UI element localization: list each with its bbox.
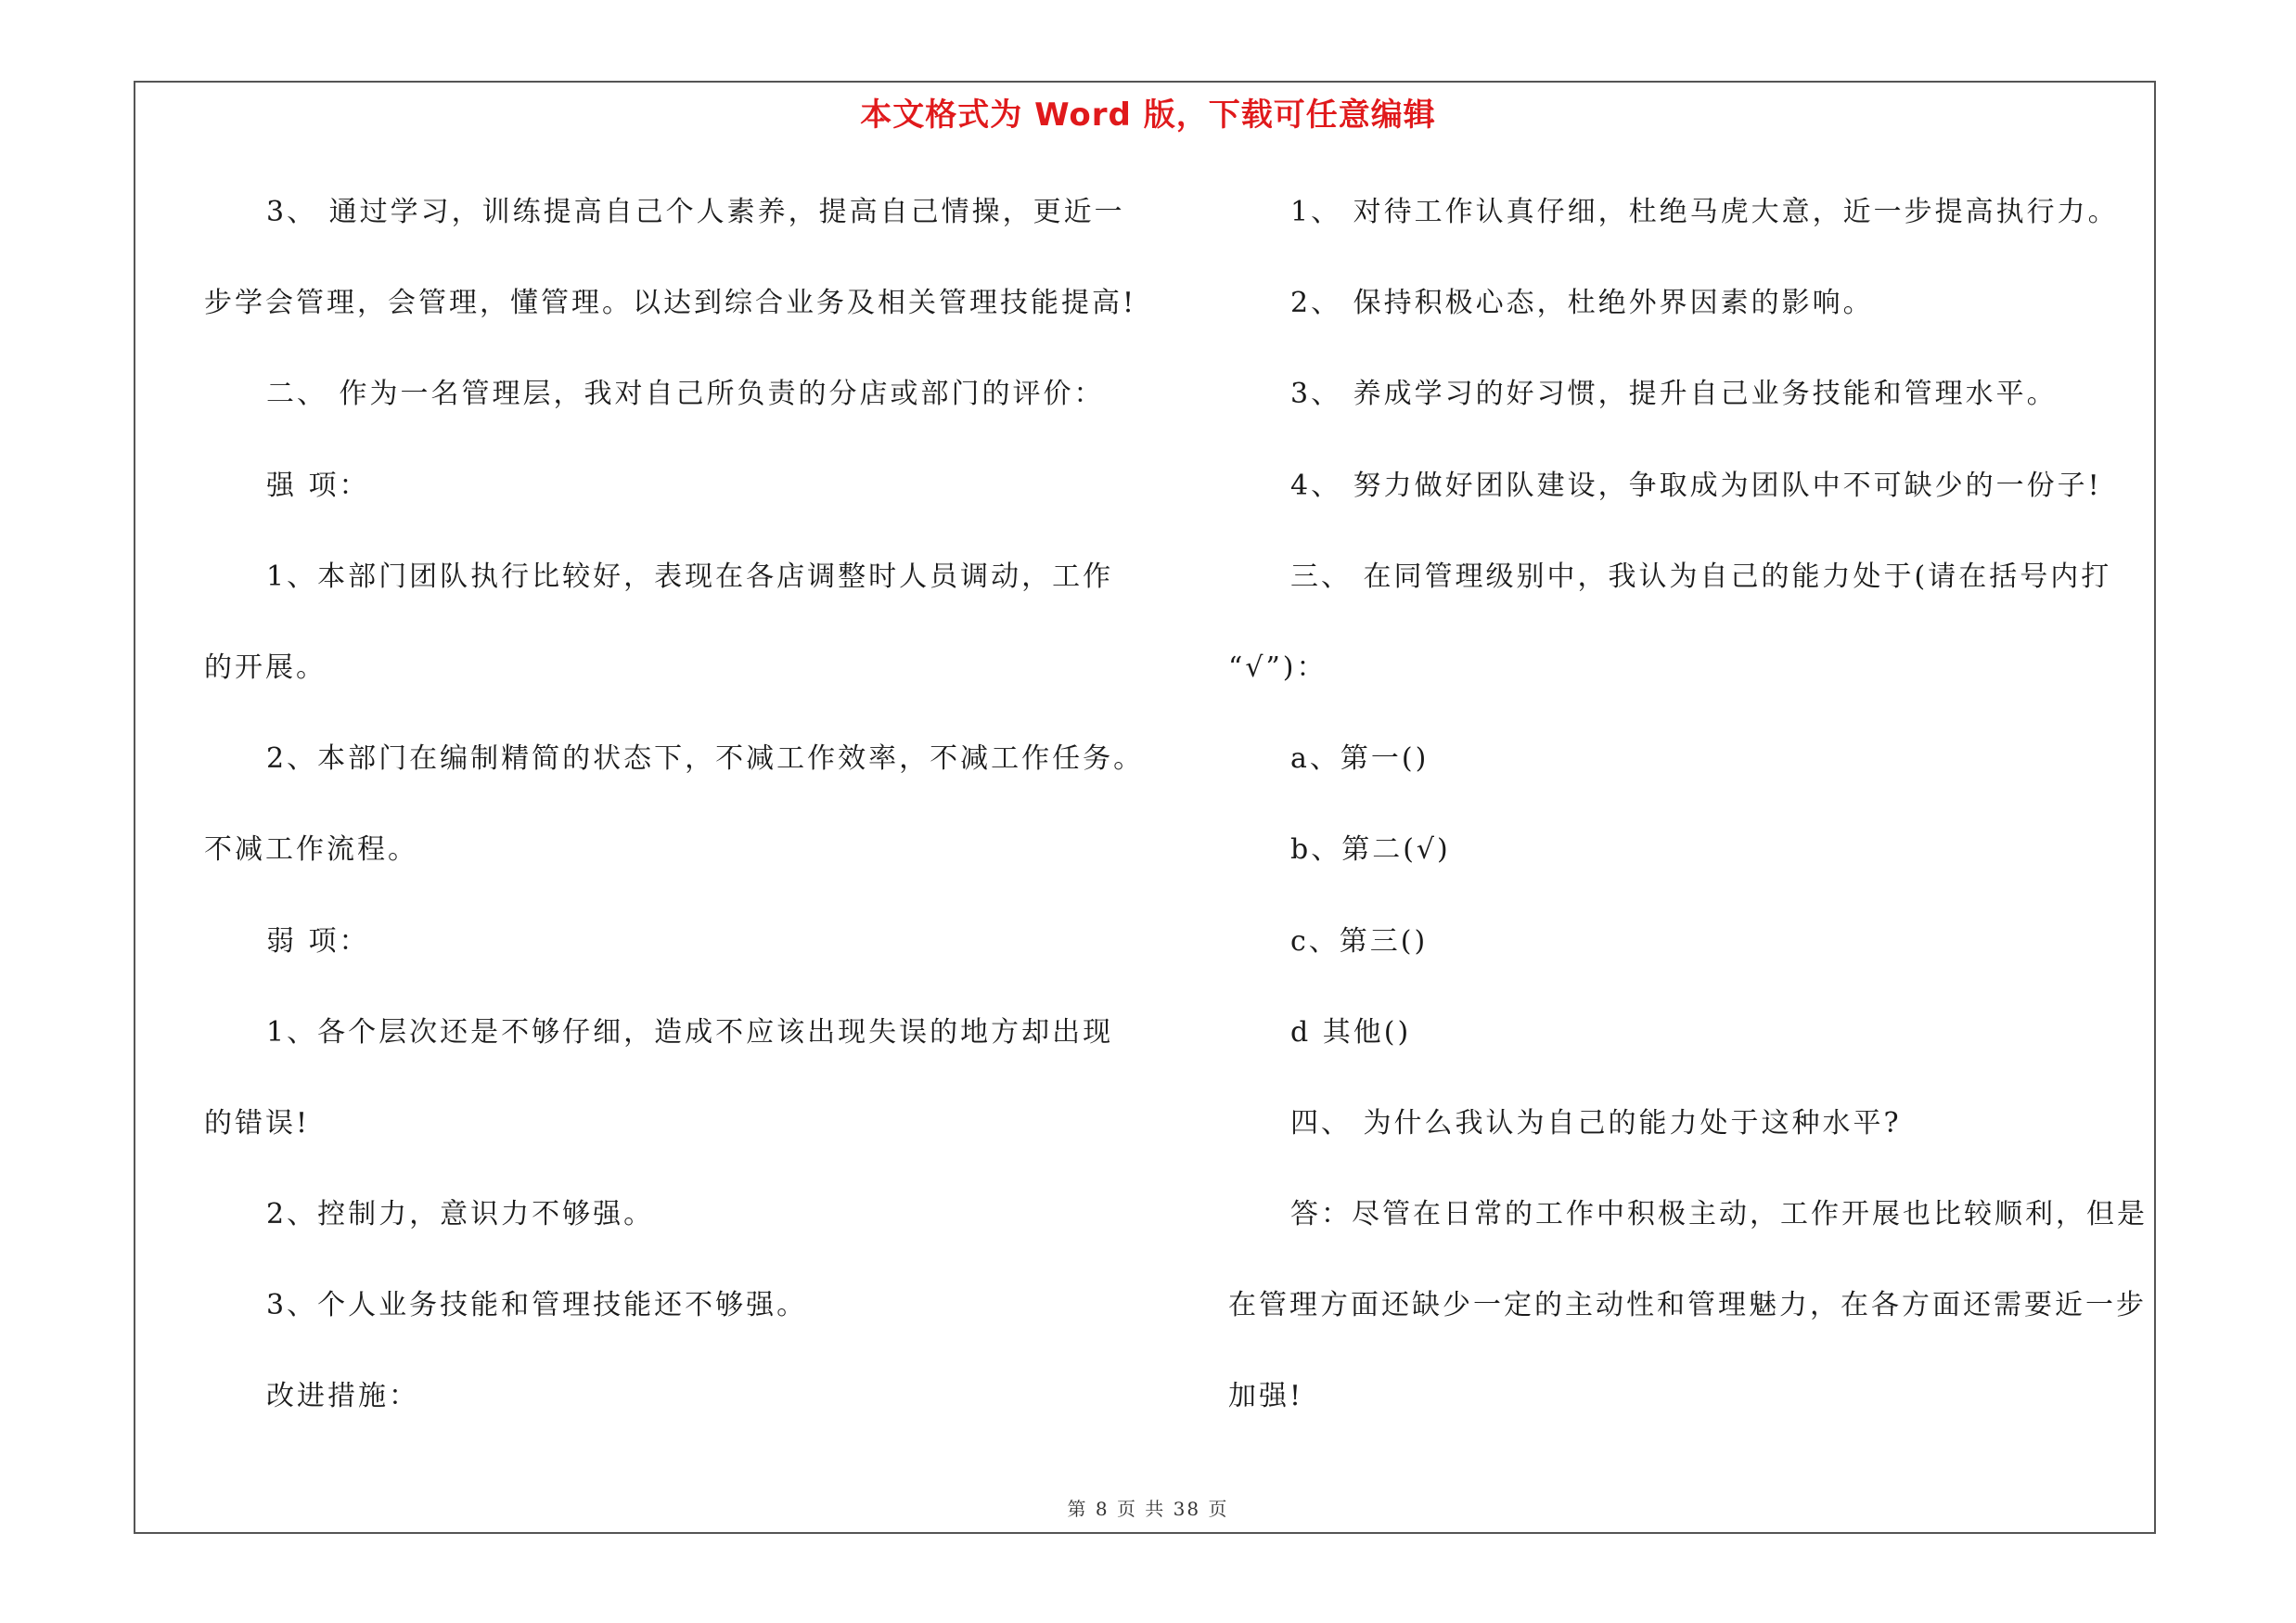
text-line: 的开展。 <box>204 650 327 684</box>
text-line: 改进措施： <box>266 1380 419 1413</box>
document-header-title: 本文格式为 Word 版，下载可任意编辑 <box>860 97 1436 134</box>
text-line: 的错误! <box>204 1106 311 1140</box>
text-line: 4、 努力做好团队建设，争取成为团队中不可缺少的一份子! <box>1290 469 2102 502</box>
text-line: 二、 作为一名管理层，我对自己所负责的分店或部门的评价： <box>266 378 1105 411</box>
page-number-footer: 第 8 页 共 38 页 <box>1067 1498 1229 1520</box>
text-line: 2、本部门在编制精简的状态下，不减工作效率，不减工作任务。 <box>266 742 1145 776</box>
text-line: d 其他() <box>1290 1015 1412 1049</box>
text-line: b、第二(√) <box>1290 833 1451 867</box>
text-line: 3、 通过学习，训练提高自己个人素养，提高自己情操，更近一 <box>266 196 1125 228</box>
text-line: “√”)： <box>1228 650 1328 684</box>
text-line: 在管理方面还缺少一定的主动性和管理魅力，在各方面还需要近一步 <box>1228 1289 2147 1322</box>
text-line: 四、 为什么我认为自己的能力处于这种水平? <box>1290 1106 1902 1140</box>
left-column <box>204 186 1145 1462</box>
text-line: 1、各个层次还是不够仔细，造成不应该出现失误的地方却出现 <box>266 1015 1114 1049</box>
text-line: 2、 保持积极心态，杜绝外界因素的影响。 <box>1290 287 1874 320</box>
right-column <box>1228 186 2156 1462</box>
text-line: 不减工作流程。 <box>204 833 418 867</box>
text-line: 1、 对待工作认真仔细，杜绝马虎大意，近一步提高执行力。 <box>1290 196 2119 228</box>
text-line: a、第一() <box>1290 742 1430 776</box>
text-line: 2、控制力，意识力不够强。 <box>266 1198 655 1231</box>
text-line: 步学会管理，会管理，懂管理。以达到综合业务及相关管理技能提高! <box>204 287 1137 320</box>
text-line: 强 项： <box>266 469 370 502</box>
text-line: 1、本部门团队执行比较好，表现在各店调整时人员调动，工作 <box>266 560 1114 593</box>
text-line: 3、 养成学习的好习惯，提升自己业务技能和管理水平。 <box>1290 378 2058 411</box>
text-line: c、第三() <box>1290 924 1429 958</box>
text-line: 弱 项： <box>266 924 370 958</box>
text-line: 3、个人业务技能和管理技能还不够强。 <box>266 1289 808 1322</box>
text-line: 答：尽管在日常的工作中积极主动，工作开展也比较顺利，但是 <box>1290 1198 2148 1231</box>
text-line: 加强! <box>1228 1380 1304 1413</box>
text-line: 三、 在同管理级别中，我认为自己的能力处于(请在括号内打 <box>1290 560 2112 593</box>
